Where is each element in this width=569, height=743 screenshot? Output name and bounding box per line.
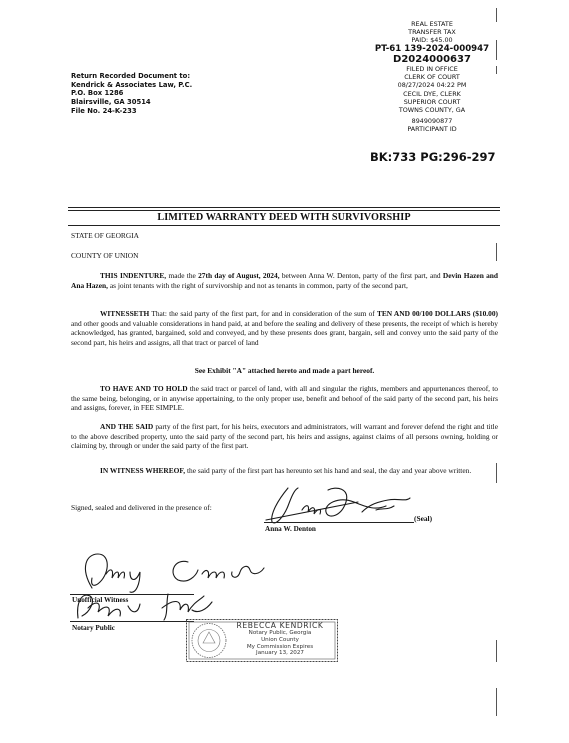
notary-signature-line bbox=[70, 621, 194, 622]
notary-seal-text bbox=[232, 622, 328, 657]
grantor-name: Anna W. Denton bbox=[265, 525, 316, 533]
warranty-paragraph bbox=[71, 422, 498, 451]
text-run: That: the said party of the first part, for and in consideration of the sum of bbox=[149, 309, 377, 318]
text-run: the said party of the first part has hereunto set his hand and seal, the day and year above written. bbox=[185, 466, 472, 475]
text-run: party of the first part, for his heirs, executors and administrators, will warrant and forever defend the right and title to the above described property, unto the said party of the second part, his heirs and assigns, against claims of all persons owning, holding or claiming by, through or under the said party of the first part. bbox=[71, 422, 499, 451]
notary-commission-expiry: January 13, 2027 bbox=[256, 650, 304, 657]
scan-margin-mark bbox=[496, 40, 497, 60]
book-page-reference: BK:733 PG:296-297 bbox=[370, 150, 496, 164]
title-rule-bottom bbox=[68, 225, 500, 226]
document-number: D2024000637 bbox=[393, 54, 471, 66]
notary-name: REBECCA KENDRICK bbox=[236, 621, 324, 630]
text-run: made the bbox=[166, 271, 199, 280]
notary-label: Notary Public bbox=[72, 624, 115, 632]
stamp-line: TOWNS COUNTY, GA bbox=[398, 105, 466, 114]
stamp-line: REAL ESTATE bbox=[411, 20, 453, 28]
witnesseth-paragraph bbox=[71, 309, 498, 347]
notary-seal-line: Notary Public, Georgia bbox=[248, 630, 312, 636]
title-rule-top-second bbox=[68, 210, 500, 211]
scan-margin-mark bbox=[496, 688, 497, 716]
stamp-line: CECIL DYE, CLERK bbox=[403, 89, 461, 98]
text-run: between Anna W. Denton, party of the first part, and bbox=[279, 271, 443, 280]
stamp-line: SUPERIOR COURT bbox=[403, 97, 461, 106]
state-line: STATE OF GEORGIA bbox=[71, 231, 139, 240]
stamp-line: TRANSFER TAX bbox=[408, 28, 456, 37]
witness-label: Unofficial Witness bbox=[72, 596, 129, 604]
witnesseth-lead: WITNESSETH bbox=[100, 309, 150, 318]
recording-stamp bbox=[372, 20, 492, 133]
habendum-lead: TO HAVE AND TO HOLD bbox=[100, 384, 188, 393]
return-po-box: P.O. Box 1286 bbox=[71, 89, 124, 98]
return-address-block bbox=[71, 72, 192, 116]
notary-seal-line: Union County bbox=[261, 636, 299, 643]
participant-id-label: PARTICIPANT ID bbox=[407, 124, 457, 133]
deed-title: LIMITED WARRANTY DEED WITH SURVIVORSHIP bbox=[157, 212, 411, 223]
habendum-paragraph bbox=[71, 384, 498, 413]
notary-seal-line: My Commission Expires bbox=[246, 643, 314, 650]
return-heading: Return Recorded Document to: bbox=[71, 72, 191, 80]
grantee-names: Devin Hazen and Ana Hazen, bbox=[71, 271, 499, 290]
indenture-paragraph bbox=[71, 271, 498, 290]
stamp-line: CLERK OF COURT bbox=[404, 73, 460, 82]
county-line: COUNTY OF UNION bbox=[71, 251, 139, 260]
scan-margin-mark bbox=[496, 243, 497, 261]
grantor-signature-icon bbox=[258, 480, 418, 528]
deed-date: 27th day of August, 2024, bbox=[198, 271, 280, 280]
signed-sealed-line: Signed, sealed and delivered in the presence of: bbox=[71, 503, 212, 512]
stamp-line: FILED IN OFFICE bbox=[406, 65, 458, 74]
in-witness-paragraph bbox=[71, 466, 498, 476]
scan-margin-mark bbox=[496, 640, 497, 662]
return-firm-name: Kendrick & Associates Law, P.C. bbox=[71, 80, 193, 89]
in-witness-lead: IN WITNESS WHEREOF, bbox=[100, 466, 186, 475]
seal-label: (Seal) bbox=[414, 514, 433, 523]
scan-margin-mark bbox=[496, 8, 497, 22]
return-city-state: Blairsville, GA 30514 bbox=[71, 98, 151, 107]
stamp-line: PAID: $45.00 bbox=[411, 36, 453, 45]
title-rule-top bbox=[68, 207, 500, 208]
participant-id-number: 8949090877 bbox=[411, 116, 453, 125]
scan-margin-mark bbox=[496, 66, 497, 74]
return-file-number: File No. 24-K-233 bbox=[71, 106, 137, 115]
filing-datetime: 08/27/2024 04:22 PM bbox=[397, 81, 467, 90]
consideration-amount: TEN AND 00/100 DOLLARS ($10.00) bbox=[376, 309, 498, 318]
warranty-lead: AND THE SAID bbox=[100, 422, 154, 431]
exhibit-reference: See Exhibit "A" attached hereto and made a part hereof. bbox=[194, 366, 375, 375]
text-run: as joint tenants with the right of survivorship and not as tenants in common, party of the second part, bbox=[107, 280, 408, 290]
text-run: the said tract or parcel of land, with all and singular the rights, members and appurtenances thereof, to the same being, belonging, or in anywise appertaining, to the only proper use, benefit and behoof of the said party of the second part, his heirs and assigns, forever, in FEE SIMPLE. bbox=[71, 384, 498, 413]
indenture-lead: THIS INDENTURE, bbox=[100, 271, 167, 280]
pt61-number: PT-61 139-2024-000947 bbox=[374, 44, 490, 55]
text-run: and other goods and valuable considerations in hand paid, at and before the sealing and delivery of these presents, the receipt of which is hereby acknowledged, has granted, bargained, sold and conveyed, and by these presents does grant, bargain, sell and convey unto the said party of the second part, his heirs and assigns, all that tract or parcel of land bbox=[71, 318, 498, 347]
grantor-signature-line bbox=[264, 522, 414, 523]
